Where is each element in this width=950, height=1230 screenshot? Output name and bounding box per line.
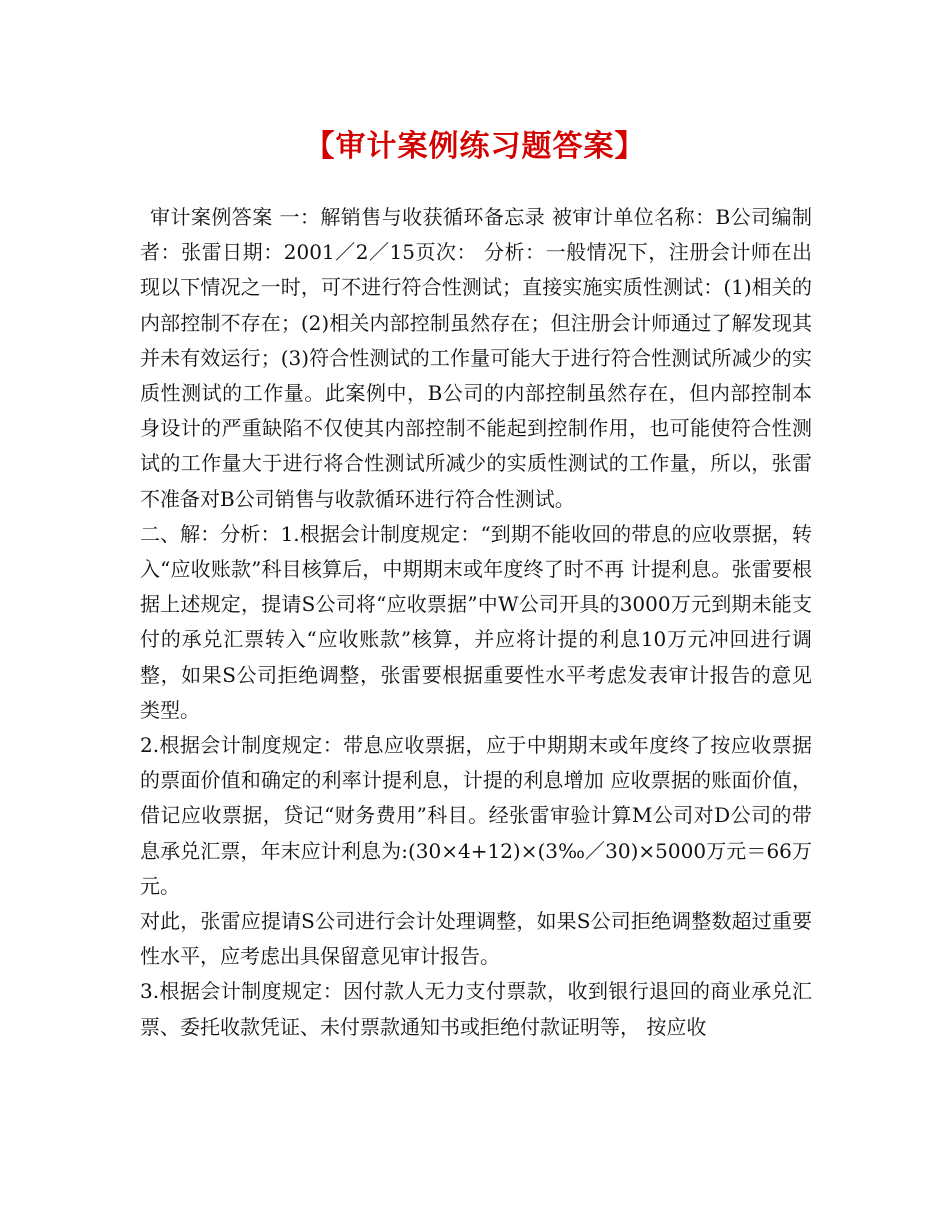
document-body (140, 200, 812, 1045)
paragraph-4: 对此，张雷应提请S公司进行会计处理调整，如果S公司拒绝调整数超过重要性水平，应考虑出具保留意见审计报告。 (140, 909, 812, 969)
document-title: 【审计案例练习题答案】 (304, 129, 646, 164)
paragraph-2: 二、解：分析：1.根据会计制度规定：“到期不能收回的带息的应收票据，转入“应收账款”科目核算后，中期期末或年度终了时不再 计提利息。张雷要根据上述规定，提请S公司将“应收票据”中W公司开具的3000万元到期未能支付的承兑汇票转入“应收账款”核算，并应将计提的利息10万元冲回进行调整，如果S公司拒绝调整，张雷要根据重要性水平考虑发表审计报告的意见类型。 (140, 521, 812, 722)
paragraph-1: 审计案例答案 一：解销售与收获循环备忘录 被审计单位名称：B公司编制者：张雷日期：2001／2／15页次： 分析：一般情况下，注册会计师在出现以下情况之一时，可不进行符合性测试；直接实施实质性测试：(1)相关的内部控制不存在；(2)相关内部控制虽然存在；但注册会计师通过了解发现其并未有效运行；(3)符合性测试的工作量可能大于进行符合性测试所减少的实质性测试的工作量。此案例中，B公司的内部控制虽然存在，但内部控制本身设计的严重缺陷不仅使其内部控制不能起到控制作用，也可能使符合性测试的工作量大于进行将合性测试所减少的实质性测试的工作量，所以，张雷不准备对B公司销售与收款循环进行符合性测试。 (140, 205, 812, 511)
paragraph-5: 3.根据会计制度规定：因付款人无力支付票款，收到银行退回的商业承兑汇票、委托收款凭证、未付票款通知书或拒绝付款证明等， 按应收 (140, 979, 812, 1039)
paragraph-3: 2.根据会计制度规定：带息应收票据，应于中期期末或年度终了按应收票据的票面价值和确定的利率计提利息，计提的利息增加 应收票据的账面价值，借记应收票据，贷记“财务费用”科目。经张雷审验计算M公司对D公司的带息承兑汇票，年末应计利息为:(30×4+12)×(3‰／30)×5000万元＝66万元。 (140, 733, 812, 898)
